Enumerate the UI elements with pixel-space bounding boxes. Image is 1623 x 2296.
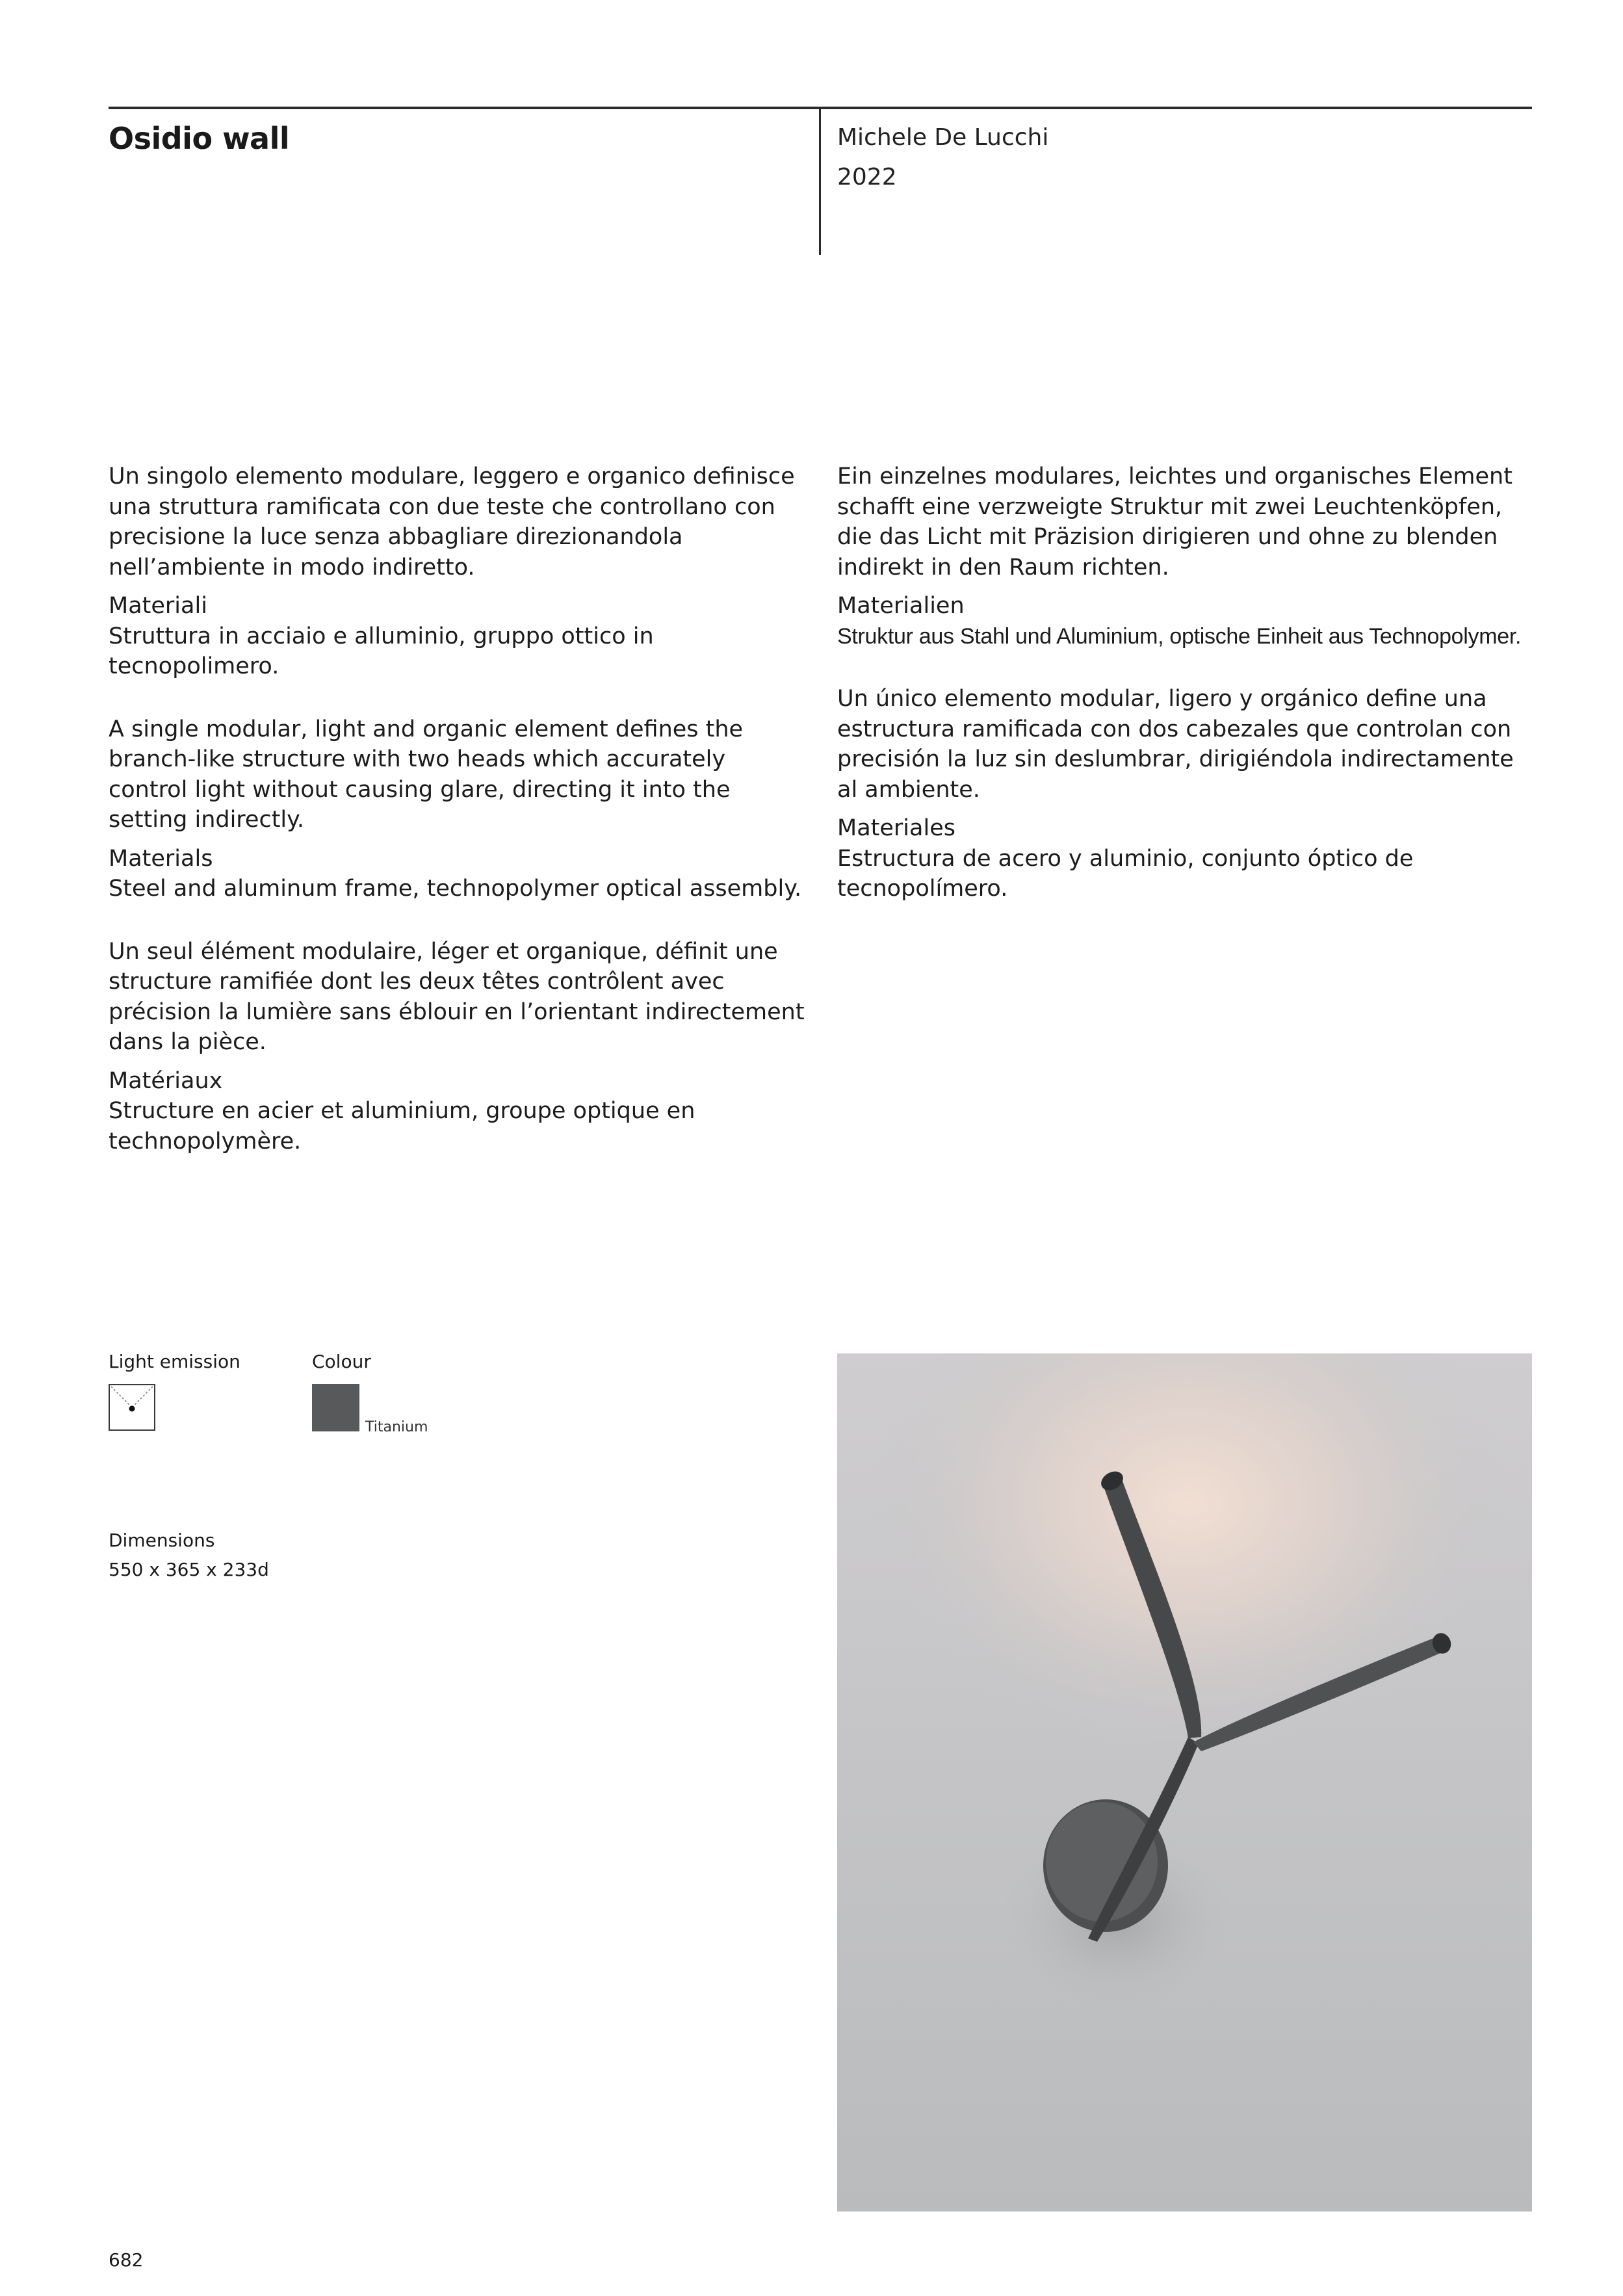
materials-text-en: Steel and aluminum frame, technopolymer optical assembly. [109,876,802,902]
materials-text-it: Struttura in acciaio e alluminio, gruppo ottico in tecnopolimero. [109,623,654,679]
dimensions-label: Dimensions [109,1530,215,1551]
dimensions-value: 550 x 365 x 233d [109,1559,269,1580]
light-emission-label: Light emission [109,1351,240,1372]
product-title: Osidio wall [109,121,290,156]
designer-name: Michele De Lucchi [837,124,1049,151]
design-year: 2022 [837,164,897,190]
indirect-light-emission-icon [109,1384,155,1431]
materials-text-es: Estructura de acero y aluminio, conjunto óptico de tecnopolímero. [837,845,1414,902]
text-column-right [837,462,1536,937]
header-divider [819,108,821,255]
page-number: 682 [109,2249,144,2271]
materials-title-it: Materiali [109,593,207,619]
colour-label: Colour [312,1351,371,1372]
description-fr: Un seul élément modulaire, léger et organique, définit une structure ramifiée dont les deux têtes contrôlent avec précision la lumière sans éblouir en l’orientant indirectement dans la pièce. [109,938,805,1055]
materials-title-fr: Matériaux [109,1067,223,1094]
description-es: Un único elemento modular, ligero y orgánico define una estructura ramificada con dos cabezales que controlan con precisión la luz sin deslumbrar, dirigiéndola indirectamente al ambiente. [837,686,1514,803]
materials-title-en: Materials [109,845,213,872]
description-de: Ein einzelnes modulares, leichtes und organisches Element schafft eine verzweigte Struktur mit zwei Leuchtenköpfen, die das Licht mit Präzision dirigieren und ohne zu blenden indirekt in den Raum richten. [837,463,1513,581]
materials-title-es: Materiales [837,815,955,841]
text-column-left [109,462,807,1189]
colour-swatch-titanium [312,1384,359,1431]
description-it: Un singolo elemento modulare, leggero e organico definisce una struttura ramificata con due teste che controllano con precisione la luce senza abbagliare direzionandola nell’ambiente in modo indiretto. [109,463,795,581]
colour-name: Titanium [365,1419,428,1435]
description-en: A single modular, light and organic element defines the branch-like structure with two heads which accurately control light without causing glare, directing it into the setting indirectly. [109,716,744,833]
materials-text-fr: Structure en acier et aluminium, groupe optique en technopolymère. [109,1098,695,1155]
materials-text-de: Struktur aus Stahl und Aluminium, optische Einheit aus Technopolymer. [837,623,1522,649]
product-photo [837,1353,1532,2211]
materials-title-de: Materialien [837,593,965,619]
